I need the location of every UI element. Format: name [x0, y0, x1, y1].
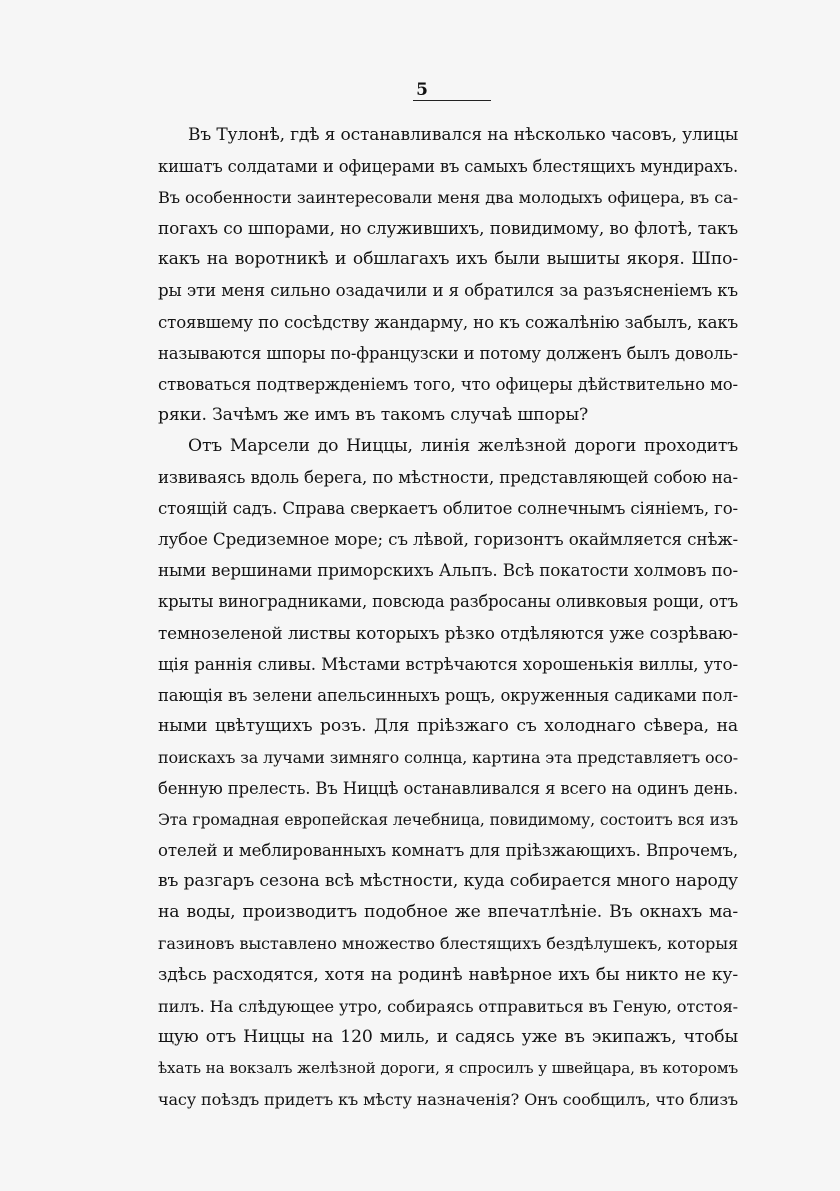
text-line: щія раннія сливы. Мѣстами встрѣчаются хорошенькія виллы, уто-: [158, 653, 738, 674]
page-number-rule: [413, 100, 491, 101]
text-line: часу поѣздъ придетъ къ мѣсту назначенія? Онъ сообщилъ, что близъ: [158, 1089, 738, 1109]
text-line: здѣсь расходятся, хотя на родинѣ навѣрное ихъ бы никто не ку-: [158, 964, 738, 985]
text-line: ряки. Зачѣмъ же имъ въ такомъ случаѣ шпоры?: [158, 404, 589, 425]
text-line: лубое Средиземное море; съ лѣвой, горизонтъ окаймляется снѣж-: [158, 529, 738, 550]
text-line: Эта громадная европейская лечебница, повидимому, состоитъ вся изъ: [158, 810, 738, 830]
text-line: называются шпоры по-французски и потому долженъ былъ доволь-: [158, 343, 738, 363]
body-text: [158, 120, 738, 1115]
text-line: стоявшему по сосѣдству жандарму, но къ сожалѣнію забылъ, какъ: [158, 312, 738, 332]
text-line: ными цвѣтущихъ розъ. Для пріѣзжаго съ холоднаго сѣвера, на: [158, 715, 738, 736]
text-line: ры эти меня сильно озадачили и я обратился за разъясненіемъ къ: [158, 281, 738, 301]
text-line: темнозеленой листвы которыхъ рѣзко отдѣляются уже созрѣваю-: [158, 622, 738, 643]
text-line: крыты виноградниками, повсюда разбросаны оливковыя рощи, отъ: [158, 592, 738, 612]
text-line: въ разгаръ сезона всѣ мѣстности, куда собирается много народу: [158, 871, 738, 892]
page-number-container: [0, 80, 840, 100]
text-line: погахъ со шпорами, но служившихъ, повидимому, во флотѣ, такъ: [158, 218, 738, 239]
text-line: на воды, производитъ подобное же впечатлѣніе. Въ окнахъ ма-: [158, 902, 738, 923]
text-line: ными вершинами приморскихъ Альпъ. Всѣ покатости холмовъ по-: [158, 560, 738, 581]
text-line: стоящій садъ. Справа сверкаетъ облитое солнечнымъ сіяніемъ, го-: [158, 499, 738, 519]
text-line: извиваясь вдоль берега, по мѣстности, представляющей собою на-: [158, 468, 738, 488]
text-line: пающія въ зелени апельсинныхъ рощъ, окруженныя садиками пол-: [158, 685, 738, 705]
text-line: отелей и меблированныхъ комнатъ для пріѣзжающихъ. Впрочемъ,: [158, 841, 738, 861]
page-number: 5: [416, 80, 428, 100]
text-line: ѣхать на вокзалъ желѣзной дороги, я спросилъ у швейцара, въ которомъ: [158, 1058, 738, 1077]
text-line: ствоваться подтвержденіемъ того, что офицеры дѣйствительно мо-: [158, 374, 738, 394]
text-line: пилъ. На слѣдующее утро, собираясь отправиться въ Геную, отстоя-: [158, 996, 738, 1016]
text-line: Въ особенности заинтересовали меня два молодыхъ офицера, въ са-: [158, 188, 738, 208]
text-line: кишатъ солдатами и офицерами въ самыхъ блестящихъ мундирахъ.: [158, 157, 738, 177]
text-line: бенную прелесть. Въ Ниццѣ останавливался я всего на одинъ день.: [158, 778, 739, 798]
text-line: Въ Тулонѣ, гдѣ я останавливался на нѣсколько часовъ, улицы: [188, 125, 739, 145]
text-line: щую отъ Ниццы на 120 миль, и садясь уже въ экипажъ, чтобы: [158, 1026, 738, 1047]
text-line: какъ на воротникѣ и обшлагахъ ихъ были вышиты якоря. Шпо-: [158, 249, 738, 270]
text-line: поискахъ за лучами зимняго солнца, картина эта представляетъ осо-: [158, 747, 738, 767]
text-line: газиновъ выставлено множество блестящихъ бездѣлушекъ, которыя: [158, 934, 738, 954]
text-line: Отъ Марсели до Ниццы, линія желѣзной дороги проходитъ: [188, 435, 738, 456]
